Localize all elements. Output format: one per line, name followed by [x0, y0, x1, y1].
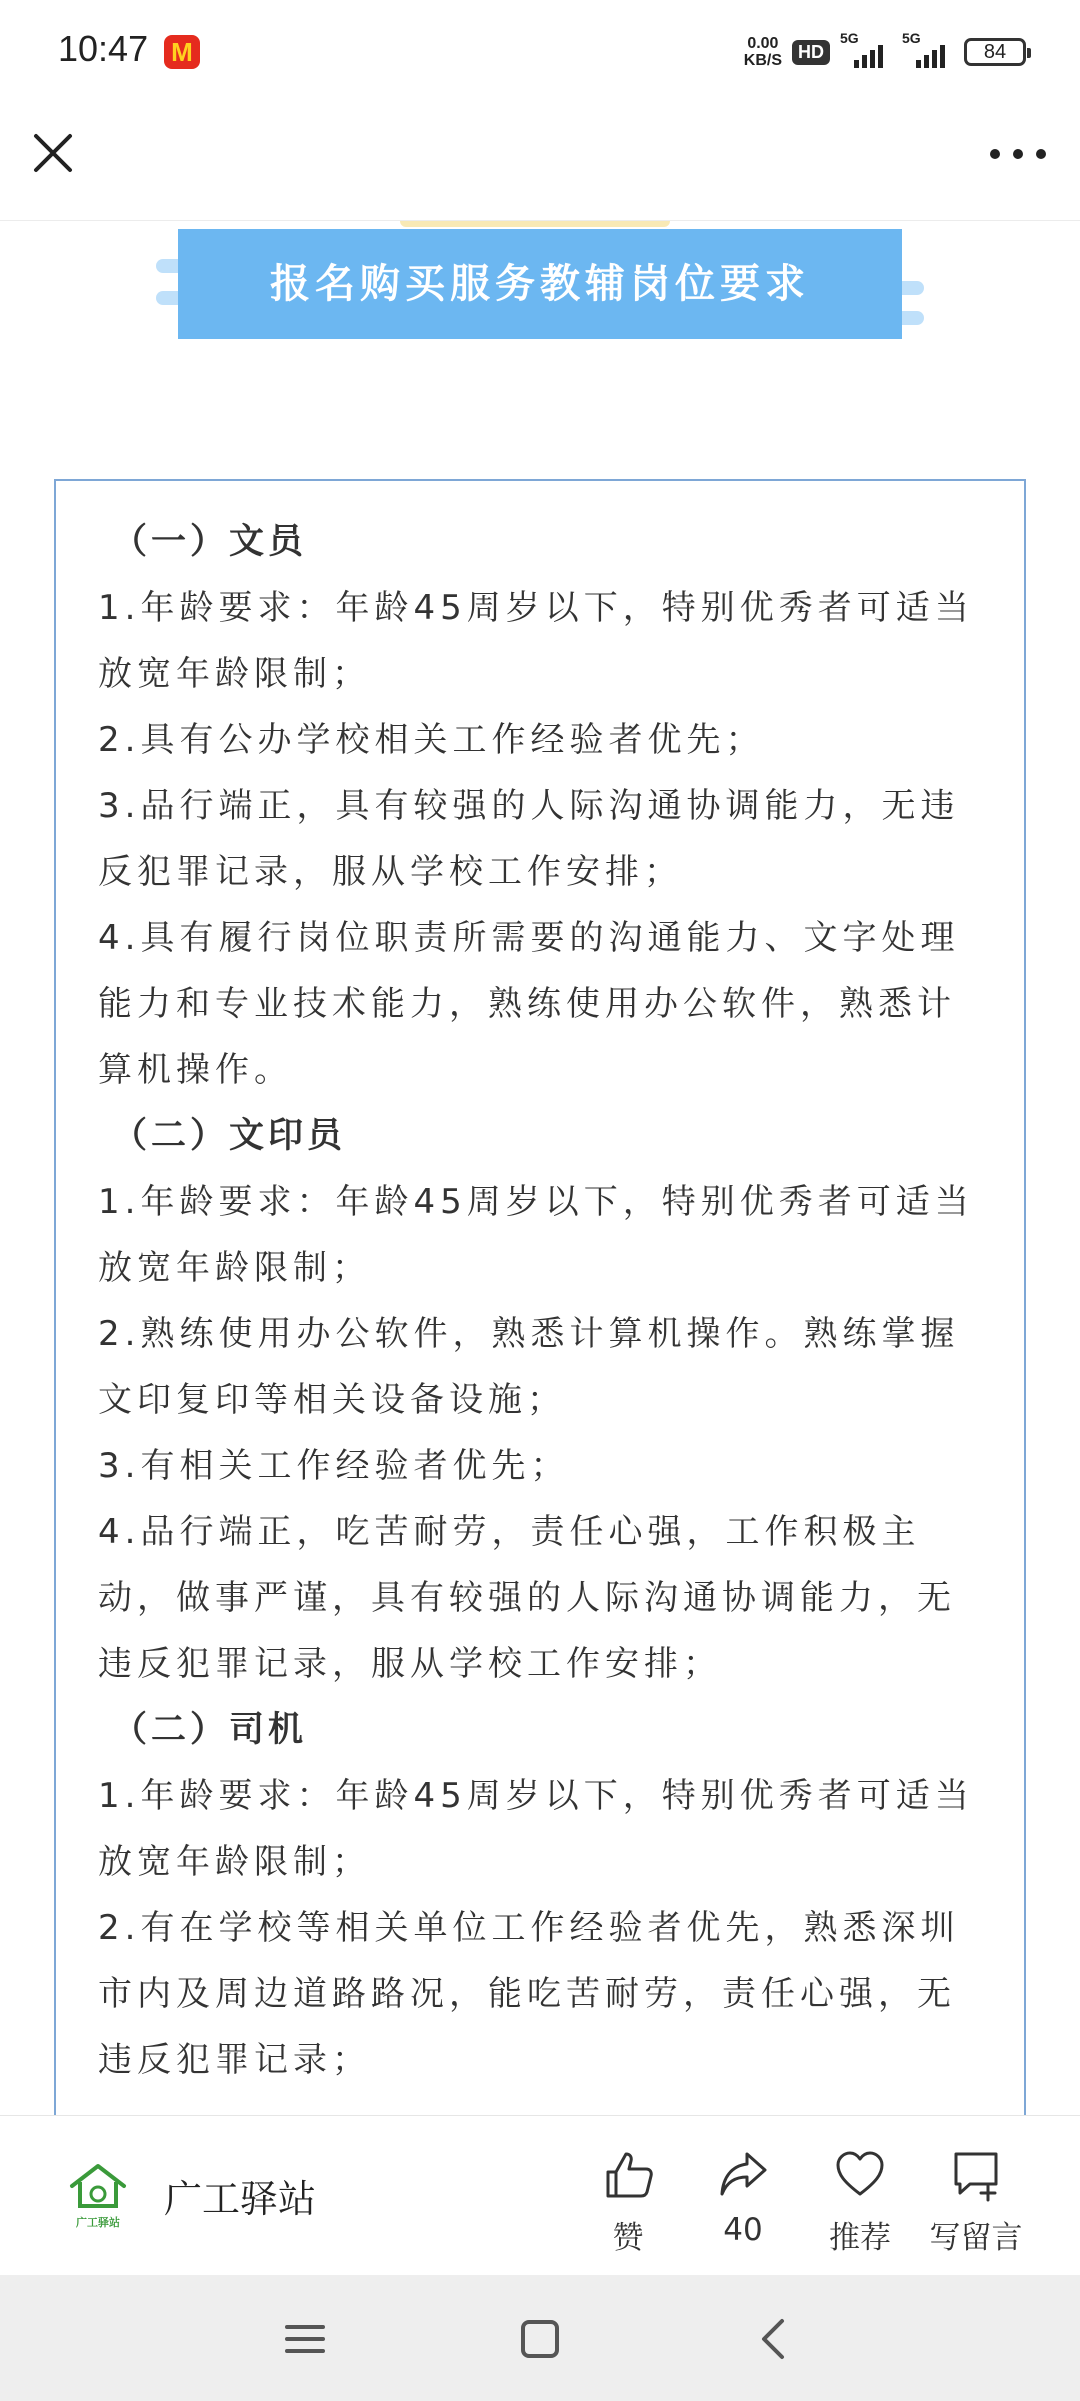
list-item: 2.具有公办学校相关工作经验者优先； [98, 720, 765, 760]
close-icon[interactable] [28, 128, 78, 178]
home-icon[interactable] [518, 2317, 562, 2361]
account-logo[interactable] [66, 2160, 130, 2230]
share-count: 40 [723, 2212, 763, 2248]
status-indicators [744, 30, 1026, 74]
like-button[interactable] [573, 2146, 683, 2257]
hd-voice-icon: HD [792, 40, 830, 65]
section-title-clerk: （一）文员 [112, 522, 308, 562]
article-action-bar [0, 2115, 1080, 2276]
comment-label: 写留言 [929, 2220, 1023, 2256]
share-button[interactable] [688, 2146, 798, 2248]
list-item: 2.有在学校等相关单位工作经验者优先，熟悉深圳市内及周边道路路况，能吃苦耐劳，责任心强，无违反犯罪记录； [98, 1908, 960, 2080]
section-title-printing-clerk: （二）文印员 [112, 1116, 347, 1156]
section-title-driver: （二）司机 [112, 1710, 308, 1750]
svg-text:广工驿站: 广工驿站 [76, 2216, 120, 2229]
mcdonalds-app-icon: M [164, 35, 200, 69]
heart-icon [832, 2146, 888, 2202]
signal-icon: 5G [902, 36, 954, 68]
network-speed: 0.00 KB/S [743, 35, 782, 69]
section-banner [154, 229, 926, 341]
list-item: 3.有相关工作经验者优先； [98, 1446, 570, 1486]
list-item: 4.具有履行岗位职责所需要的沟通能力、文字处理能力和专业技术能力，熟练使用办公软件，熟悉计算机操作。 [98, 918, 960, 1090]
list-item: 2.熟练使用办公软件，熟悉计算机操作。熟练掌握文印复印等相关设备设施； [98, 1314, 960, 1420]
list-item: 1.年龄要求：年龄45周岁以下，特别优秀者可适当放宽年龄限制； [98, 1776, 974, 1882]
back-icon[interactable] [752, 2317, 796, 2361]
battery-icon: 84 [964, 38, 1026, 66]
signal-icon: 5G [840, 36, 892, 68]
banner-title: 报名购买服务教辅岗位要求 [178, 229, 902, 339]
menu-icon[interactable] [283, 2317, 327, 2361]
comment-button[interactable] [921, 2146, 1031, 2257]
clock: 10:47 [58, 28, 149, 69]
article-header [0, 106, 1080, 221]
requirements-text [98, 509, 988, 2093]
system-nav-bar [0, 2275, 1080, 2401]
account-name[interactable]: 广工驿站 [164, 2177, 317, 2221]
recommend-button[interactable] [805, 2146, 915, 2257]
more-icon[interactable] [990, 142, 1046, 166]
like-label: 赞 [612, 2220, 644, 2256]
decorative-header-image [400, 221, 670, 227]
status-bar [0, 0, 1080, 106]
share-arrow-icon [715, 2146, 771, 2202]
list-item: 4.品行端正，吃苦耐劳，责任心强，工作积极主动，做事严谨，具有较强的人际沟通协调能力，无违反犯罪记录，服从学校工作安排； [98, 1512, 956, 1684]
article-content[interactable] [0, 221, 1080, 2115]
thumbs-up-icon [600, 2146, 656, 2202]
add-comment-icon [948, 2146, 1004, 2202]
list-item: 3.品行端正，具有较强的人际沟通协调能力，无违反犯罪记录，服从学校工作安排； [98, 786, 960, 892]
list-item: 1.年龄要求：年龄45周岁以下，特别优秀者可适当放宽年龄限制； [98, 588, 974, 694]
list-item: 1.年龄要求：年龄45周岁以下，特别优秀者可适当放宽年龄限制； [98, 1182, 974, 1288]
requirements-box [54, 479, 1026, 2115]
recommend-label: 推荐 [829, 2220, 891, 2256]
